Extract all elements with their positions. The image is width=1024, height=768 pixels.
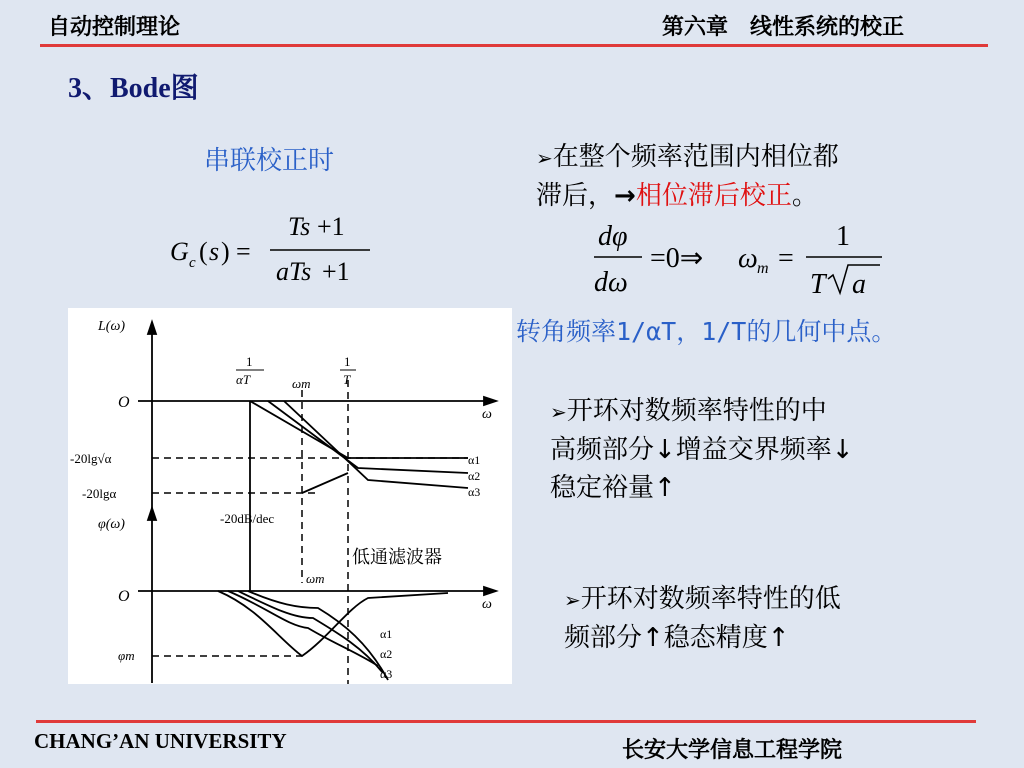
section-title: 3、Bode图 bbox=[68, 73, 199, 104]
tick-label: T bbox=[343, 372, 351, 387]
svg-text:a: a bbox=[852, 269, 866, 300]
bullet-low-frequency: ➢开环对数频率特性的低 频部分↑稳态精度↑ bbox=[564, 584, 841, 653]
svg-text:s: s bbox=[209, 237, 220, 266]
svg-text:dφ: dφ bbox=[598, 221, 628, 252]
bullet-phase-lag: ➢在整个频率范围内相位都 滞后，→相位滞后校正。 bbox=[536, 142, 839, 211]
y-axis-arrow-icon bbox=[148, 322, 156, 334]
svg-text:m: m bbox=[757, 260, 769, 277]
curve-label: α3 bbox=[468, 485, 481, 499]
phase-curve-alpha2 bbox=[238, 591, 383, 673]
curve-alpha2 bbox=[268, 401, 468, 473]
svg-text:T: T bbox=[810, 269, 826, 300]
svg-text:aTs: aTs bbox=[276, 257, 312, 286]
origin-label: O bbox=[118, 394, 130, 411]
right-arrow-icon: → bbox=[614, 181, 636, 211]
phase-curve-main bbox=[218, 591, 448, 656]
phase-curve-alpha3 bbox=[248, 591, 388, 680]
corner-frequency-note: 转角频率1/αT，1/T的几何中点。 bbox=[516, 317, 897, 346]
frequency-axis-label: ω bbox=[482, 407, 492, 422]
curve-label: α3 bbox=[380, 667, 393, 681]
bullet-arrow-icon: ➢ bbox=[550, 400, 567, 424]
tick-label: αT bbox=[236, 372, 251, 387]
chapter-title: 第六章 线性系统的校正 bbox=[662, 15, 905, 40]
footer-divider bbox=[36, 720, 976, 723]
x-axis-arrow-icon bbox=[484, 397, 496, 405]
bullet-arrow-icon: ➢ bbox=[536, 146, 553, 170]
slope-label: -20dB/dec bbox=[220, 511, 275, 526]
svg-text:(: ( bbox=[199, 237, 208, 266]
svg-text:G: G bbox=[170, 237, 189, 266]
svg-text:=: = bbox=[236, 237, 251, 266]
curve-label: α1 bbox=[468, 453, 481, 467]
svg-text:=: = bbox=[778, 243, 794, 274]
bode-diagram-svg bbox=[68, 308, 512, 684]
svg-text:c: c bbox=[189, 255, 196, 271]
phi-m-label: φm bbox=[118, 648, 135, 663]
origin-label: O bbox=[118, 588, 130, 605]
bullet-mid-high-frequency: ➢开环对数频率特性的中 高频部分↓增益交界频率↓ 稳定裕量↑ bbox=[550, 396, 854, 503]
svg-text:): ) bbox=[221, 237, 230, 266]
university-name: CHANG’AN UNIVERSITY bbox=[34, 729, 287, 753]
series-correction-label: 串联校正时 bbox=[204, 146, 335, 176]
svg-text:dω: dω bbox=[594, 267, 628, 298]
svg-text:+1: +1 bbox=[322, 257, 350, 286]
phase-axis-label: φ(ω) bbox=[98, 517, 125, 532]
svg-text:=0⇒: =0⇒ bbox=[650, 243, 704, 274]
svg-text:Ts: Ts bbox=[288, 212, 311, 241]
transfer-function-formula bbox=[170, 205, 380, 290]
curve-alpha1 bbox=[250, 401, 468, 458]
bullet-arrow-icon: ➢ bbox=[564, 588, 581, 612]
svg-text:1: 1 bbox=[836, 221, 850, 252]
svg-text:ω: ω bbox=[738, 243, 758, 274]
level-label: -20lgα bbox=[82, 486, 117, 501]
tick-label: 1 bbox=[344, 354, 351, 369]
y-axis-arrow-icon bbox=[148, 508, 156, 520]
max-frequency-formula bbox=[590, 215, 890, 305]
frequency-axis-label: ω bbox=[482, 597, 492, 612]
curve-label: α2 bbox=[468, 469, 481, 483]
tick-label: ωm bbox=[292, 376, 311, 391]
tick-label: 1 bbox=[246, 354, 253, 369]
school-name: 长安大学信息工程学院 bbox=[622, 738, 843, 763]
curve-label: α2 bbox=[380, 647, 393, 661]
curve-label: α1 bbox=[380, 627, 393, 641]
low-pass-filter-label: 低通滤波器 bbox=[352, 547, 442, 568]
magnitude-axis-label: L(ω) bbox=[98, 319, 125, 334]
phase-curves bbox=[218, 591, 448, 680]
course-title: 自动控制理论 bbox=[48, 15, 181, 40]
x-axis-arrow-icon bbox=[484, 587, 496, 595]
curve-alpha3 bbox=[284, 401, 468, 488]
level-label: -20lg√α bbox=[70, 451, 112, 466]
svg-text:+1: +1 bbox=[317, 212, 345, 241]
wm-label: ωm bbox=[306, 571, 325, 586]
bode-diagram bbox=[68, 308, 512, 684]
header-divider bbox=[40, 44, 988, 47]
